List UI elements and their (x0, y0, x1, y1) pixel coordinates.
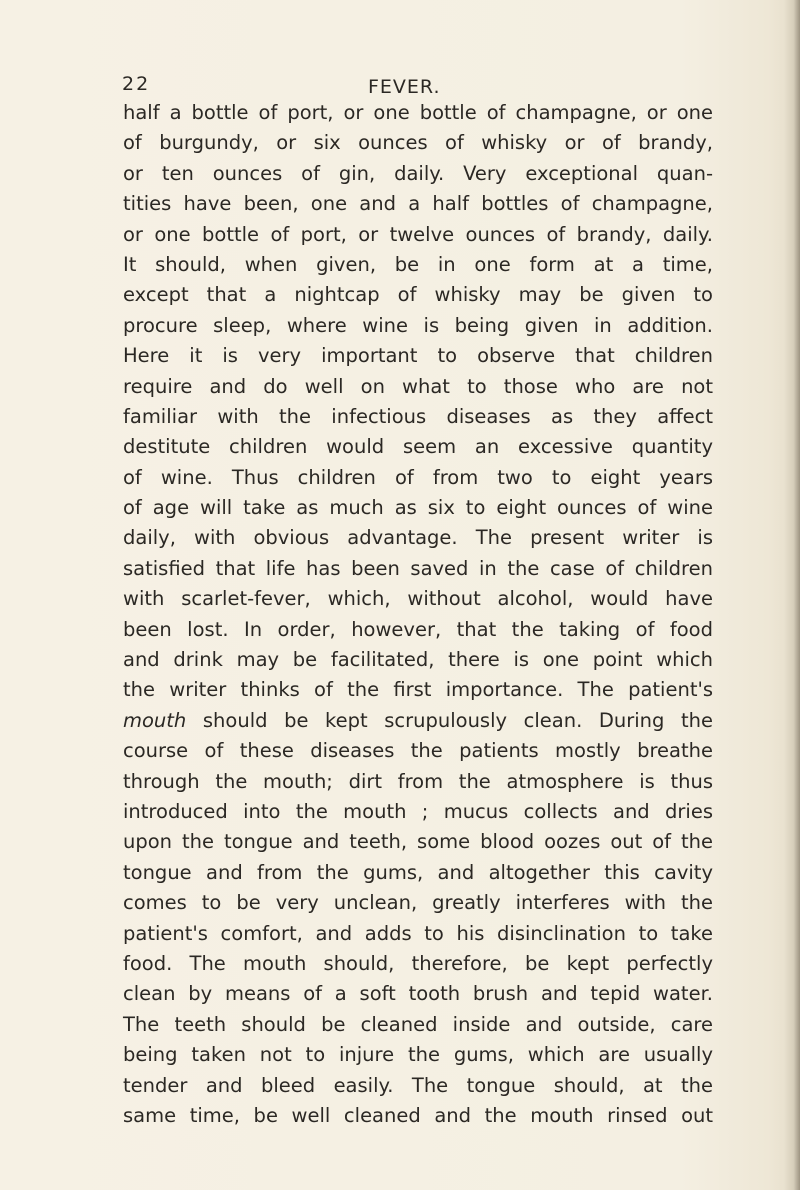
text-line: require and do well on what to those who are not (123, 374, 713, 398)
text-line: It should, when given, be in one form at a time, (123, 252, 713, 276)
text-line: the writer thinks of the first importance. The patient's (123, 678, 713, 702)
text-line: patient's comfort, and adds to his disinclination to take (123, 921, 713, 945)
text-line: satisfied that life has been saved in the case of children (123, 556, 713, 580)
text-line: daily, with obvious advantage. The present writer is (123, 526, 713, 550)
text-line: with scarlet-fever, which, without alcohol, would have (123, 587, 713, 611)
page-edge-shadow (784, 0, 800, 1190)
text-line: upon the tongue and teeth, some blood oozes out of the (123, 830, 713, 854)
text-line: through the mouth; dirt from the atmosphere is thus (123, 769, 713, 793)
text-line-rest: should be kept scrupulously clean. During the (186, 708, 713, 732)
text-line: same time, be well cleaned and the mouth rinsed out (123, 1103, 713, 1127)
text-line: been lost. In order, however, that the taking of food (123, 617, 713, 641)
text-line: half a bottle of port, or one bottle of champagne, or one (123, 101, 713, 124)
text-line-mixed (123, 706, 713, 736)
body-text (123, 98, 713, 1131)
italic-word: mouth (123, 708, 187, 732)
text-line: of age will take as much as six to eight ounces of wine (123, 496, 713, 520)
text-line: The teeth should be cleaned inside and outside, care (123, 1012, 713, 1036)
page-header (0, 0, 800, 110)
text-line: tender and bleed easily. The tongue should, at the (123, 1073, 713, 1097)
text-line: introduced into the mouth ; mucus collects and dries (123, 799, 713, 823)
text-line: being taken not to injure the gums, which are usually (123, 1043, 713, 1067)
text-line: destitute children would seem an excessive quantity (123, 435, 713, 459)
text-line: tities have been, one and a half bottles of champagne, (123, 192, 713, 216)
text-line: clean by means of a soft tooth brush and tepid water. (123, 982, 713, 1006)
running-head: FEVER. (368, 76, 441, 98)
page-number: 22 (122, 73, 151, 95)
text-line: comes to be very unclean, greatly interferes with the (123, 891, 713, 915)
text-line: Here it is very important to observe that children (123, 344, 713, 368)
text-line: tongue and from the gums, and altogether this cavity (123, 860, 713, 884)
text-line: or one bottle of port, or twelve ounces of brandy, daily. (123, 222, 713, 246)
text-line: of burgundy, or six ounces of whisky or of brandy, (123, 131, 713, 155)
text-line: food. The mouth should, therefore, be kept perfectly (123, 951, 713, 975)
text-line: and drink may be facilitated, there is one point which (123, 648, 713, 672)
text-line: except that a nightcap of whisky may be given to (123, 283, 713, 307)
text-line: of wine. Thus children of from two to eight years (123, 465, 713, 489)
text-line: familiar with the infectious diseases as they affect (123, 404, 713, 428)
text-line: course of these diseases the patients mostly breathe (123, 739, 713, 763)
text-line: procure sleep, where wine is being given in addition. (123, 313, 713, 337)
text-line: or ten ounces of gin, daily. Very exceptional quan- (123, 161, 713, 185)
